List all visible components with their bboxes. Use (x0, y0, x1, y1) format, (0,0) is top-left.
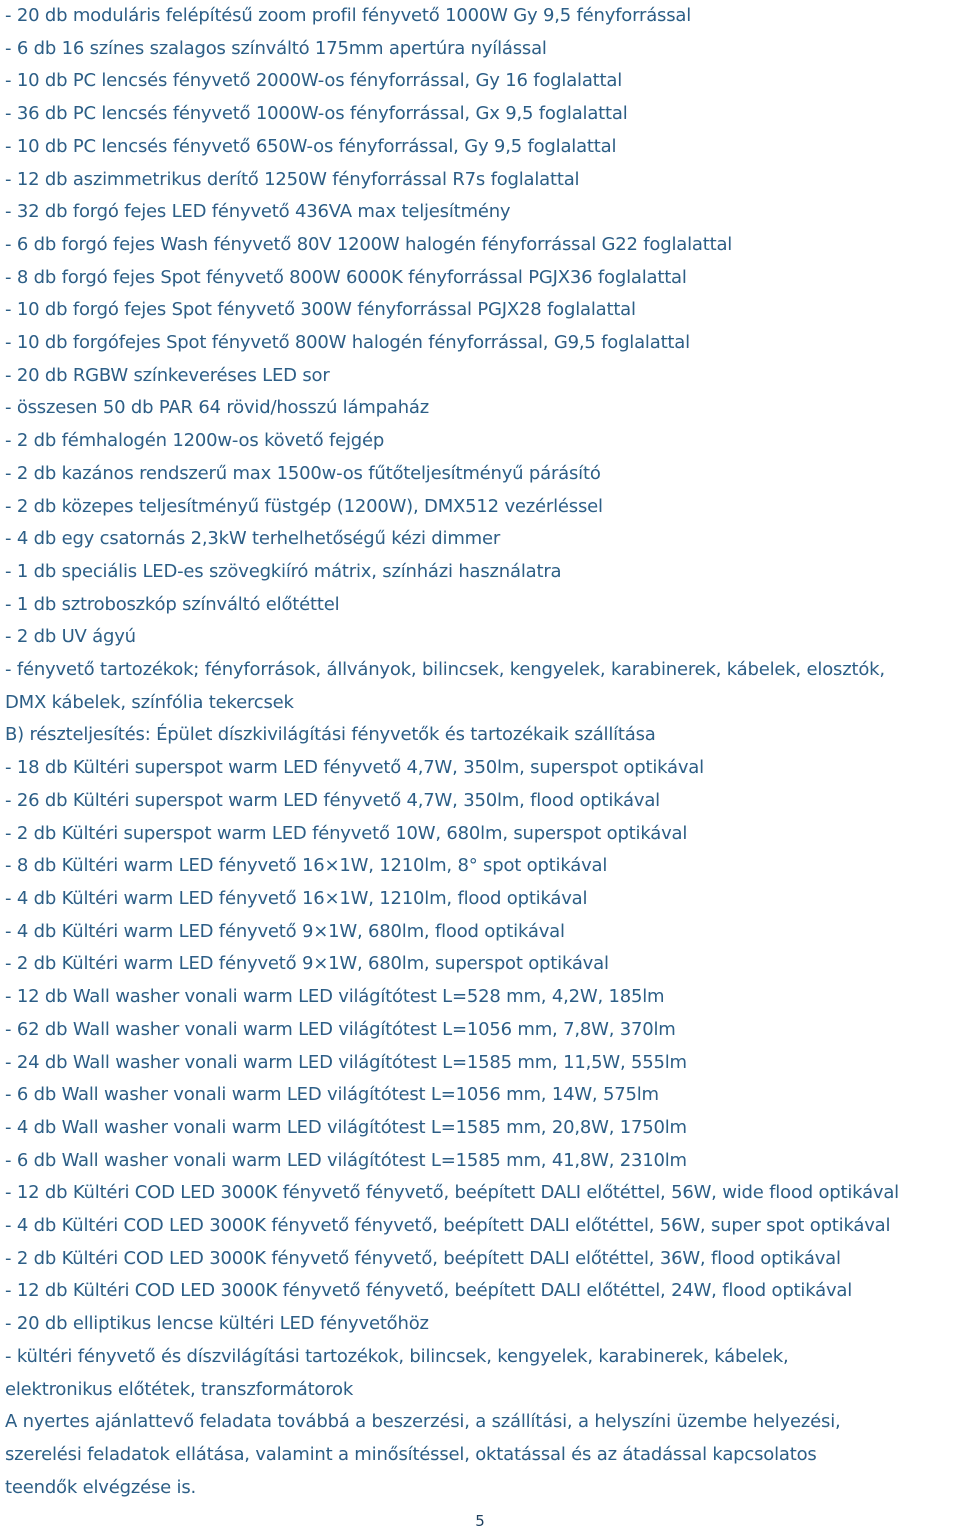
list-item: - fényvető tartozékok; fényforrások, állványok, bilincsek, kengyelek, karabinerek, kábelek, elosztók, (5, 659, 885, 681)
list-item: - 32 db forgó fejes LED fényvető 436VA max teljesítmény (5, 201, 511, 223)
list-item: - 12 db Wall washer vonali warm LED világítótest L=528 mm, 4,2W, 185lm (5, 986, 665, 1008)
list-item: - 2 db kazános rendszerű max 1500w-os fűtőteljesítményű párásító (5, 462, 601, 484)
closing-paragraph (5, 1406, 957, 1504)
list-item: - 10 db forgófejes Spot fényvető 800W halogén fényforrással, G9,5 foglalattal (5, 332, 690, 354)
list-item: - kültéri fényvető és díszvilágítási tartozékok, bilincsek, kengyelek, karabinerek, kábelek, (5, 1345, 789, 1367)
list-item: - 62 db Wall washer vonali warm LED világítótest L=1056 mm, 7,8W, 370lm (5, 1018, 676, 1040)
list-item: - 4 db Wall washer vonali warm LED világítótest L=1585 mm, 20,8W, 1750lm (5, 1116, 687, 1138)
list-item: - 4 db Kültéri warm LED fényvető 16×1W, 1210lm, flood optikával (5, 887, 588, 909)
list-item: - összesen 50 db PAR 64 rövid/hosszú lámpaház (5, 397, 429, 419)
list-item: - 36 db PC lencsés fényvető 1000W-os fényforrással, Gx 9,5 foglalattal (5, 103, 628, 125)
list-item: - 2 db közepes teljesítményű füstgép (1200W), DMX512 vezérléssel (5, 495, 603, 517)
page-number: 5 (475, 1512, 485, 1530)
equipment-list-b (5, 752, 957, 1406)
list-item: - 20 db RGBW színkeveréses LED sor (5, 364, 330, 386)
list-item: - 4 db Kültéri warm LED fényvető 9×1W, 680lm, flood optikával (5, 920, 565, 942)
document-body (5, 0, 957, 1504)
list-item: - 18 db Kültéri superspot warm LED fényvető 4,7W, 350lm, superspot optikával (5, 757, 704, 779)
list-item: - 1 db sztroboszkóp színváltó előtéttel (5, 593, 340, 615)
list-item: - 6 db forgó fejes Wash fényvető 80V 1200W halogén fényforrással G22 foglalattal (5, 233, 733, 255)
list-item: - 10 db forgó fejes Spot fényvető 300W fényforrással PGJX28 foglalattal (5, 299, 636, 321)
list-item: - 1 db speciális LED-es szövegkiíró mátrix, színházi használatra (5, 560, 562, 582)
list-item: - 8 db Kültéri warm LED fényvető 16×1W, 1210lm, 8° spot optikával (5, 855, 608, 877)
section-b-heading: B) részteljesítés: Épület díszkivilágítási fényvetők és tartozékaik szállítása (5, 724, 656, 746)
list-item: - 2 db Kültéri COD LED 3000K fényvető fényvető, beépített DALI előtéttel, 36W, flood optikával (5, 1247, 841, 1269)
list-item: - 4 db Kültéri COD LED 3000K fényvető fényvető, beépített DALI előtéttel, 56W, super spot optikával (5, 1215, 891, 1237)
list-item: - 26 db Kültéri superspot warm LED fényvető 4,7W, 350lm, flood optikával (5, 789, 660, 811)
list-item: - 4 db egy csatornás 2,3kW terhelhetőségű kézi dimmer (5, 528, 501, 550)
list-item: elektronikus előtétek, transzformátorok (5, 1378, 354, 1400)
list-item: - 2 db fémhalogén 1200w-os követő fejgép (5, 430, 385, 452)
list-item: - 12 db Kültéri COD LED 3000K fényvető fényvető, beépített DALI előtéttel, 56W, wide flood optikával (5, 1182, 899, 1204)
list-item: - 24 db Wall washer vonali warm LED világítótest L=1585 mm, 11,5W, 555lm (5, 1051, 687, 1073)
list-item: - 6 db Wall washer vonali warm LED világítótest L=1585 mm, 41,8W, 2310lm (5, 1149, 687, 1171)
paragraph-line: szerelési feladatok ellátása, valamint a minősítéssel, oktatással és az átadással kapcsolatos (5, 1443, 817, 1465)
list-item: DMX kábelek, színfólia tekercsek (5, 691, 294, 713)
list-item: - 12 db Kültéri COD LED 3000K fényvető fényvető, beépített DALI előtéttel, 24W, flood optikával (5, 1280, 853, 1302)
list-item: - 8 db forgó fejes Spot fényvető 800W 6000K fényforrással PGJX36 foglalattal (5, 266, 687, 288)
paragraph-line: teendők elvégzése is. (5, 1476, 197, 1498)
list-item: - 20 db elliptikus lencse kültéri LED fényvetőhöz (5, 1313, 429, 1335)
list-item: - 12 db aszimmetrikus derítő 1250W fényforrással R7s foglalattal (5, 168, 580, 190)
paragraph-line: A nyertes ajánlattevő feladata továbbá a beszerzési, a szállítási, a helyszíni üzembe helyezési, (5, 1411, 841, 1433)
list-item: - 2 db UV ágyú (5, 626, 136, 648)
list-item: - 6 db 16 színes szalagos színváltó 175mm apertúra nyílással (5, 37, 547, 59)
equipment-list-a (5, 0, 957, 719)
list-item: - 10 db PC lencsés fényvető 2000W-os fényforrással, Gy 16 foglalattal (5, 70, 622, 92)
list-item: - 2 db Kültéri warm LED fényvető 9×1W, 680lm, superspot optikával (5, 953, 609, 975)
list-item: - 2 db Kültéri superspot warm LED fényvető 10W, 680lm, superspot optikával (5, 822, 688, 844)
list-item: - 10 db PC lencsés fényvető 650W-os fényforrással, Gy 9,5 foglalattal (5, 135, 617, 157)
list-item: - 20 db moduláris felépítésű zoom profil fényvető 1000W Gy 9,5 fényforrással (5, 5, 692, 26)
list-item: - 6 db Wall washer vonali warm LED világítótest L=1056 mm, 14W, 575lm (5, 1084, 659, 1106)
